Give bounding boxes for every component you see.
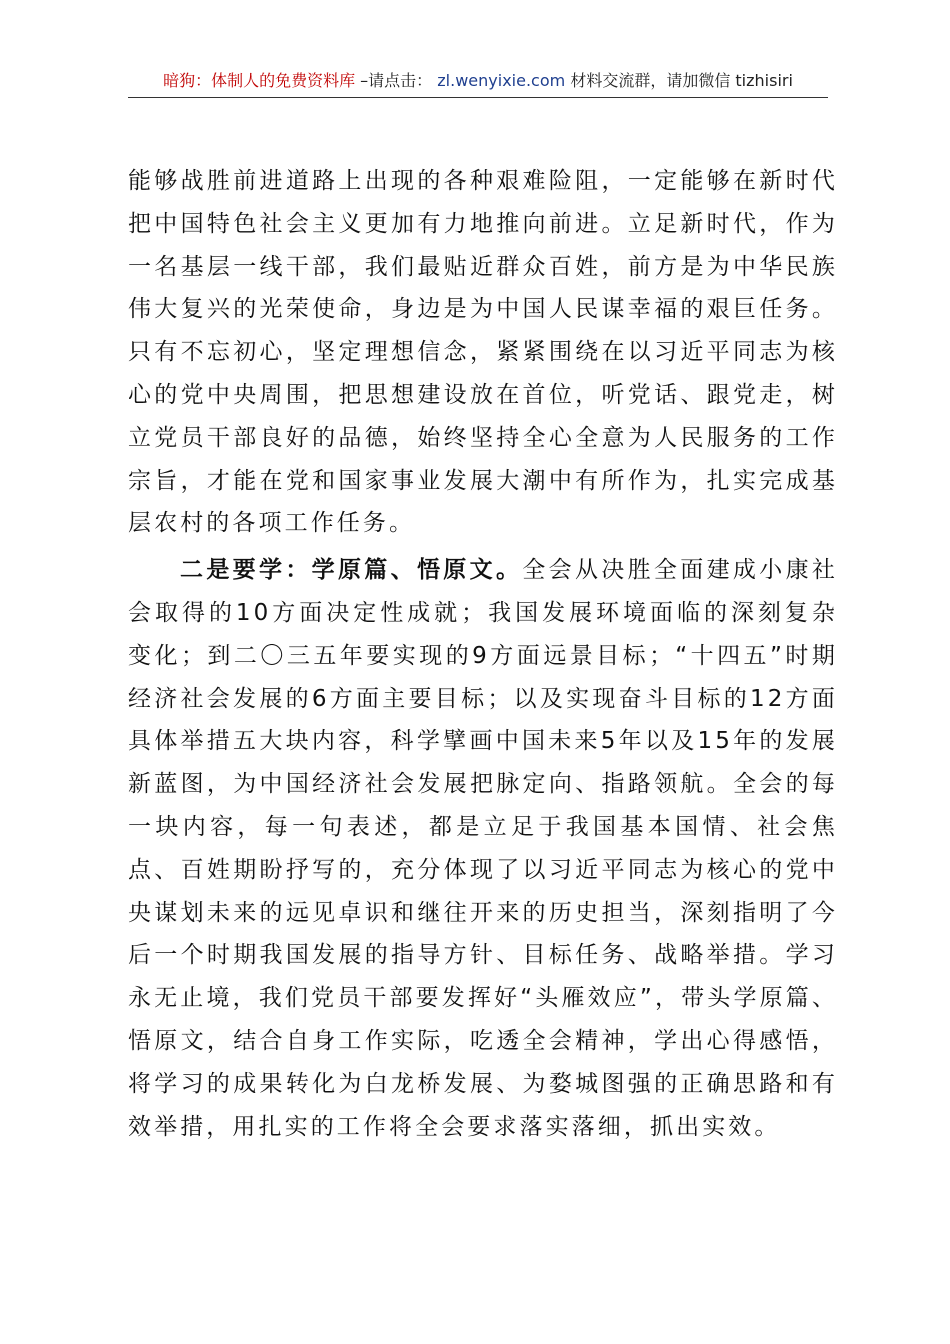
page-header [128,66,828,96]
header-brand: 暗狗：体制人的免费资料库 [163,71,356,90]
header-group-text: 材料交流群，请加微信 tizhisiri [570,71,793,90]
document-body [128,160,838,1148]
header-click-prompt: –请点击： [360,71,433,90]
paragraph-2 [128,549,838,1148]
paragraph-1 [128,160,838,545]
header-divider [128,97,828,98]
paragraph-2-heading: 二是要学：学原篇、悟原文。 [180,557,523,584]
header-url-link[interactable]: zl.wenyixie.com [437,71,566,90]
paragraph-2-text: 全会从决胜全面建成小康社会取得的10方面决定性成就；我国发展环境面临的深刻复杂变化；到二〇三五年要实现的9方面远景目标；“十四五”时期经济社会发展的6方面主要目标；以及实现奋斗目标的12方面具体举措五大块内容，科学擘画中国未来5年以及15年的发展新蓝图，为中国经济社会发展把脉定向、指路领航。全会的每一块内容，每一句表述，都是立足于我国基本国情、社会焦点、百姓期盼抒写的，充分体现了以习近平同志为核心的党中央谋划未来的远见卓识和继往开来的历史担当，深刻指明了今后一个时期我国发展的指导方针、目标任务、战略举措。学习永无止境，我们党员干部要发挥好“头雁效应”，带头学原篇、悟原文，结合自身工作实际，吃透全会精神，学出心得感悟，将学习的成果转化为白龙桥发展、为婺城图强的正确思路和有效举措，用扎实的工作将全会要求落实落细，抓出实效。 [128,557,838,1140]
paragraph-1-text: 能够战胜前进道路上出现的各种艰难险阻，一定能够在新时代把中国特色社会主义更加有力地推向前进。立足新时代，作为一名基层一线干部，我们最贴近群众百姓，前方是为中华民族伟大复兴的光荣使命，身边是为中国人民谋幸福的艰巨任务。只有不忘初心，坚定理想信念，紧紧围绕在以习近平同志为核心的党中央周围，把思想建设放在首位，听党话、跟党走，树立党员干部良好的品德，始终坚持全心全意为人民服务的工作宗旨，才能在党和国家事业发展大潮中有所作为，扎实完成基层农村的各项工作任务。 [128,168,838,537]
